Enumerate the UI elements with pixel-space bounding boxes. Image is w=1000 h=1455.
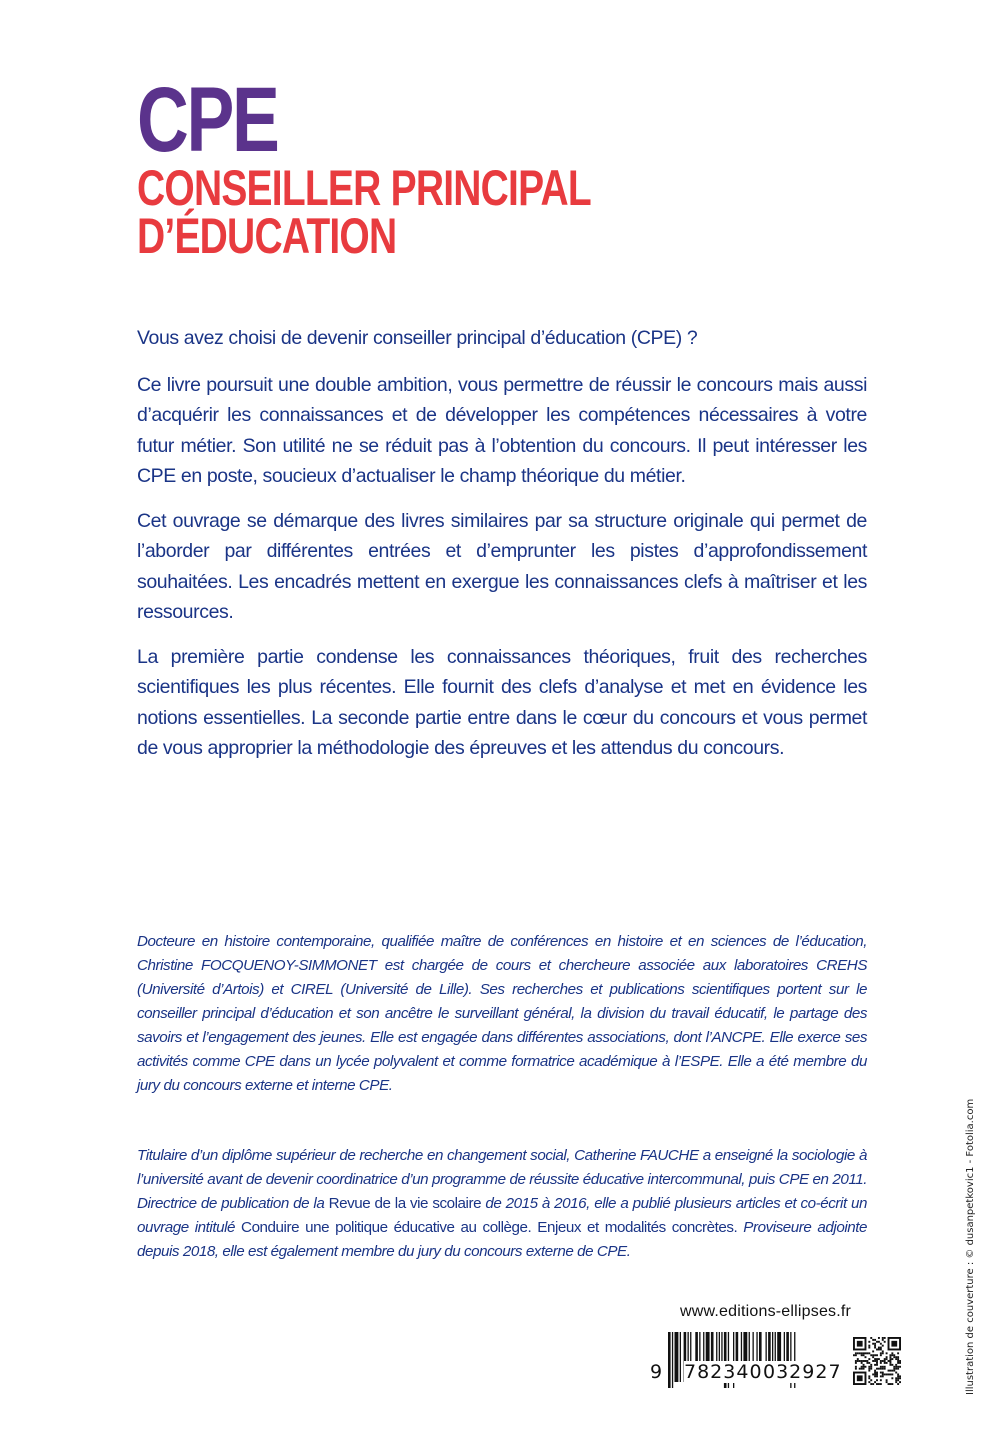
bio-text: Proviseure adjointe depuis 2018, elle est également membre du jury du concours externe de CPE. <box>137 1219 868 1260</box>
summary-paragraph: Cet ouvrage se démarque des livres similaires par sa structure originale qui permet de l’aborder par différentes entrées et d’emprunter les pistes d’approfondissement souhaitées. Les encadrés mettent en exergue les connaissances clefs à maîtriser et les ressources. <box>137 509 867 623</box>
bio-text: de 2015 à 2016, elle a publié plusieurs articles et co-écrit un ouvrage intitulé <box>137 1195 867 1236</box>
title-block <box>137 69 719 264</box>
book-reference: Conduire une politique éducative au collège. Enjeux et modalités concrètes. <box>241 1219 738 1236</box>
cover-illustration-credit: Illustration de couverture : © dusanpetkovic1 - Fotolia.com <box>965 1098 976 1395</box>
isbn-prefix: 9 <box>650 1361 663 1383</box>
summary-paragraph: La première partie condense les connaissances théoriques, fruit des recherches scientifiques les plus récentes. Elle fournit des clefs d’analyse et met en évidence les notions essentielles. La seconde partie entre dans le cœur du concours et vous permet de vous approprier la méthodologie des épreuves et les attendus du concours. <box>137 645 867 759</box>
isbn-barcode <box>650 1332 840 1390</box>
summary-text <box>137 323 867 778</box>
isbn-digits-right: 032927 <box>763 1361 842 1383</box>
summary-paragraph: Vous avez choisi de devenir conseiller principal d’éducation (CPE) ? <box>137 327 698 349</box>
isbn-digits-left: 782340 <box>684 1361 763 1383</box>
summary-paragraph: Ce livre poursuit une double ambition, vous permettre de réussir le concours mais aussi d’acquérir les connaissances et de développer les compétences nécessaires à votre futur métier. Son utilité ne se réduit pas à l’obtention du concours. Il peut intéresser les CPE en poste, soucieux d’actualiser le champ théorique du métier. <box>137 373 867 487</box>
book-subtitle-line-1: CONSEILLER PRINCIPAL <box>137 160 591 216</box>
book-title: CPE <box>137 69 278 171</box>
journal-title: Revue de la vie scolaire <box>328 1195 482 1212</box>
qr-code-icon <box>853 1337 901 1385</box>
bio-text: Titulaire d’un diplôme supérieur de recherche en changement social, Catherine FAUCHE a enseigné la sociologie à l’université avant de devenir coordinatrice d’un programme de réussite éducative intercommunal, puis CPE en 2011. Directrice de publication de la <box>137 1147 867 1212</box>
author-bio-focquenoy-simmonet: Docteure en histoire contemporaine, qualifiée maître de conférences en histoire et en sciences de l’éducation, Christine FOCQUENOY-SIMMONET est chargée de cours et chercheure associée aux laboratoires CREHS (Université d’Artois) et CIREL (Université de Lille). Ses recherches et publications scientifiques portent sur le conseiller principal d’éducation et son ancêtre le surveillant général, la division du travail éducatif, le partage des savoirs et l’engagement des jeunes. Elle est engagée dans différentes associations, dont l’ANCPE. Elle exerce ses activités comme CPE dans un lycée polyvalent et comme formatrice académique à l’ESPE. Elle a été membre du jury du concours externe et interne CPE. <box>137 933 867 1094</box>
publisher-website[interactable]: www.editions-ellipses.fr <box>680 1303 852 1320</box>
author-bio-fauche <box>137 1144 867 1264</box>
book-subtitle-line-2: D’ÉDUCATION <box>137 208 397 264</box>
